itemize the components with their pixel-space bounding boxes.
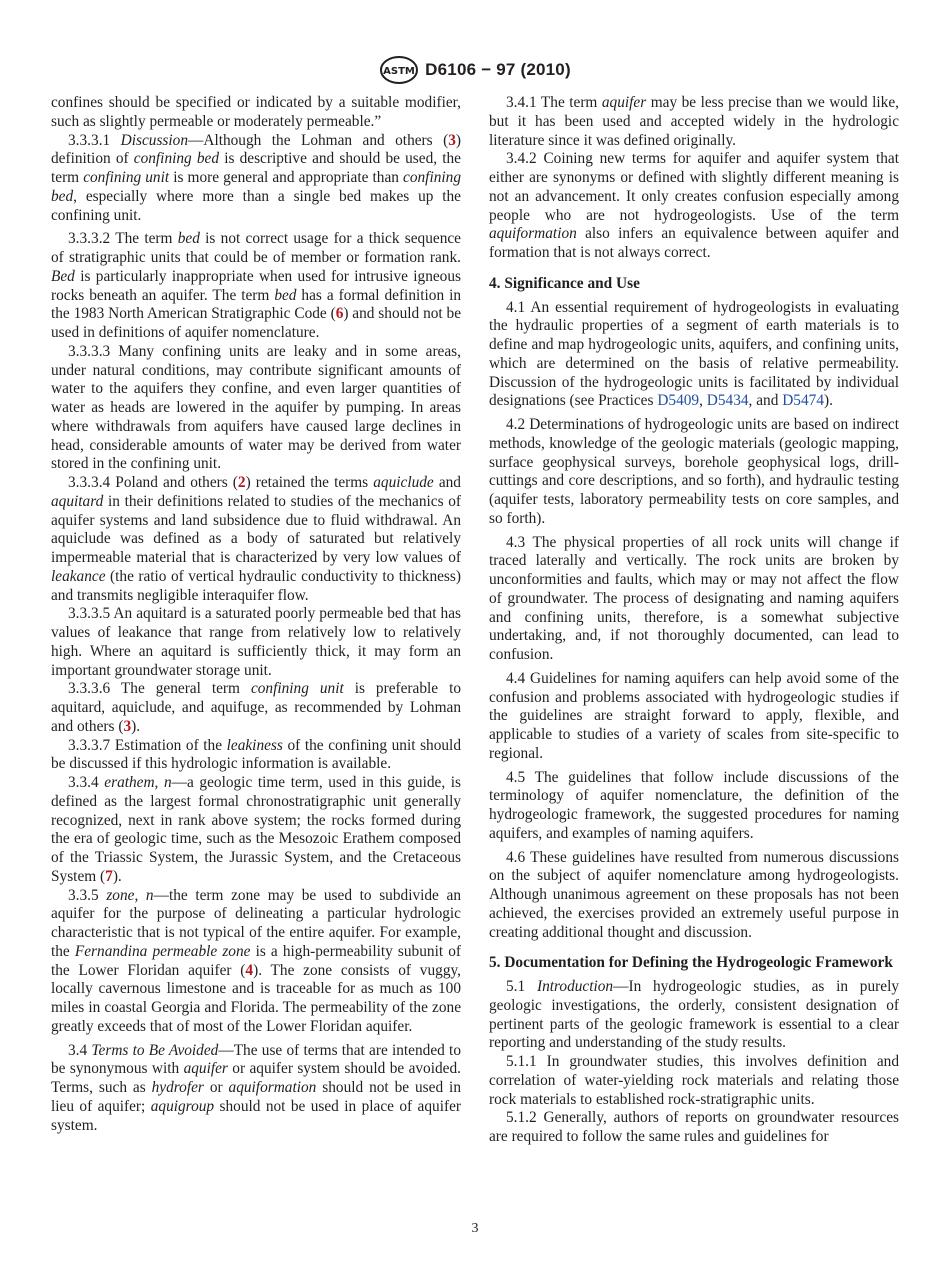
section-heading-4: 4. Significance and Use bbox=[489, 274, 640, 292]
page-header bbox=[0, 55, 950, 85]
reference-link[interactable]: 4 bbox=[245, 961, 254, 979]
paragraph-3-3-3-7: 3.3.3.7 Estimation of the leakiness of the confining unit should be discussed if this hydrologic information is available. bbox=[51, 736, 461, 773]
paragraph-5-1: 5.1 Introduction—In hydrogeologic studies, as in purely geologic investigations, the orderly, consistent designation of pertinent parts of the geologic framework is essential to a clear reporting and understanding of the study results. bbox=[489, 978, 900, 1052]
paragraph-4-5: 4.5 The guidelines that follow include discussions of the terminology of aquifer nomenclature, the definition of the hydrogeologic framework, the suggested procedures for naming aquifers, and examples of naming aquifers. bbox=[489, 768, 899, 842]
reference-link[interactable]: 3 bbox=[448, 131, 456, 149]
paragraph-3-3-3-3: 3.3.3.3 Many confining units are leaky and in some areas, under natural conditions, may contribute significant amounts of water to the aquifers they confine, and even larger quantities of water as heads are lowered in the aquifer by pumping. In areas where withdrawals from aquifers have caused large declines in head, considerable amounts of water may be derived from water stored in the confining unit. bbox=[51, 342, 461, 473]
paragraph-4-1: 4.1 An essential requirement of hydrogeologists in evaluating the hydraulic properties of a segment of earth materials is to define and map hydrogeologic units, aquifers, and confining units, which are determined on the basis of relative permeability. Discussion of the hydrogeologic units is facilitated by individual designations (see Practices D5409, D5434, and D5474). bbox=[489, 298, 899, 410]
standard-link[interactable]: D5474 bbox=[782, 392, 824, 410]
paragraph-3-3-3-1: 3.3.3.1 Discussion—Although the Lohman and others (3) definition of confining bed is descriptive and should be used, the term confining unit is more general and appropriate than confining bed, especially where more than a single bed makes up the confining unit. bbox=[51, 131, 461, 224]
section-heading-5: 5. Documentation for Defining the Hydrogeologic Framework bbox=[489, 954, 893, 972]
paragraph-4-2: 4.2 Determinations of hydrogeologic units are based on indirect methods, knowledge of the geologic materials (geologic mapping, surface geophysical surveys, borehole geophysical logs, drill-cuttings and core descriptions, and so forth), and hydraulic testing (aquifer tests, laboratory permeability tests on core samples, and so forth). bbox=[489, 416, 899, 527]
standard-link[interactable]: D5409 bbox=[657, 392, 700, 410]
svg-text:ASTM: ASTM bbox=[383, 66, 416, 77]
paragraph-4-4: 4.4 Guidelines for naming aquifers can help avoid some of the confusion and problems associated with hydrogeologic studies if the guidelines are straight forward to apply, flexible, and applicable to studies of a variety of scales from site-specific to regional. bbox=[489, 669, 899, 762]
astm-logo-icon bbox=[379, 55, 419, 85]
paragraph-5-1-2: 5.1.2 Generally, authors of reports on groundwater resources are required to follow the same rules and guidelines for bbox=[489, 1109, 899, 1145]
paragraph-3-3-3-5: 3.3.3.5 An aquitard is a saturated poorly permeable bed that has values of leakance that range from relatively low to relatively high. Where an aquitard is sufficiently thick, it may form an important groundwater storage unit. bbox=[51, 605, 461, 679]
paragraph-3-3-5: 3.3.5 zone, n—the term zone may be used to subdivide an aquifer for the purpose of delineating a particular hydrologic characteristic that is not typical of the entire aquifer. For example, the Fernandina permeable zone is a high-permeability subunit of the Lower Floridan aquifer (4). The zone consists of vuggy, locally cavernous limestone and is traceable for as much as 100 miles in coastal Georgia and Florida. The permeability of the zone greatly exceeds that of most of the Lower Floridan aquifer. bbox=[51, 886, 461, 1035]
paragraph-3-3-4: 3.3.4 erathem, n—a geologic time term, used in this guide, is defined as the largest formal chronostratigraphic unit generally recognized, next in rank above system; the rocks formed during the era of geologic time, such as the Mesozoic Erathem composed of the Triassic System, the Jurassic System, and the Cretaceous System (7). bbox=[51, 774, 461, 885]
paragraph-3-3-3-2: 3.3.3.2 The term bed is not correct usage for a thick sequence of stratigraphic units that could be of member or formation rank. Bed is particularly inappropriate when used for intrusive igneous rocks beneath an aquifer. The term bed has a formal definition in the 1983 North American Stratigraphic Code (6) and should not be used in definitions of aquifer nomenclature. bbox=[51, 230, 462, 341]
paragraph-3-4-2: 3.4.2 Coining new terms for aquifer and aquifer system that either are synonyms or defined with slightly different meaning is not an advancement. It only creates confusion especially among people who are not hydrogeologists. Use of the term aquiformation also infers an equivalence between aquifer and formation that is not always correct. bbox=[489, 150, 900, 261]
reference-link[interactable]: 7 bbox=[105, 867, 113, 885]
paragraph-3-4: 3.4 Terms to Be Avoided—The use of terms that are intended to be synonymous with aquifer or aquifer system should be avoided. Terms, such as hydrofer or aquiformation should not be used in lieu of aquifer; aquigroup should not be used in place of aquifer system. bbox=[51, 1041, 461, 1134]
standard-link[interactable]: D5434 bbox=[706, 392, 749, 410]
paragraph-3-3-3-6: 3.3.3.6 The general term confining unit is preferable to aquitard, aquiclude, and aquifuge, as recommended by Lohman and others (3). bbox=[51, 680, 462, 735]
paragraph-3-3-3-4: 3.3.3.4 Poland and others (2) retained the terms aquiclude and aquitard in their definitions related to studies of the mechanics of aquifer systems and land subsidence due to fluid withdrawal. An aquiclude was defined as a body of saturated but relatively impermeable material that is characterized by very low values of leakance (the ratio of vertical hydraulic conductivity to thickness) and transmits negligible interaquifer flow. bbox=[51, 474, 461, 604]
right-column bbox=[489, 94, 899, 1147]
paragraph-5-1-1: 5.1.1 In groundwater studies, this involves definition and correlation of water-yielding rock materials and relating those rock materials to established rock-stratigraphic units. bbox=[489, 1053, 899, 1108]
paragraph-4-6: 4.6 These guidelines have resulted from numerous discussions on the subject of aquifer nomenclature among hydrogeologists. Although unanimous agreement on these proposals has not been achieved, the exercises provided an extremely useful purpose in creating additional thought and discussion. bbox=[489, 848, 899, 941]
reference-link[interactable]: 2 bbox=[237, 474, 246, 491]
reference-link[interactable]: 3 bbox=[123, 717, 132, 735]
left-column bbox=[51, 94, 461, 1135]
page-number: 3 bbox=[471, 1221, 479, 1236]
reference-link[interactable]: 6 bbox=[335, 305, 344, 323]
paragraph: confines should be specified or indicated by a suitable modifier, such as slightly permeable or moderately permeable.” bbox=[51, 94, 461, 130]
standard-designation: D6106 − 97 (2010) bbox=[425, 60, 571, 79]
paragraph-3-4-1: 3.4.1 The term aquifer may be less precise than we would like, but it has been used and accepted widely in the hydrologic literature since it was defined originally. bbox=[489, 94, 900, 149]
paragraph-4-3: 4.3 The physical properties of all rock units will change if traced laterally and vertically. The rock units are broken by unconformities and faults, which may or may not affect the flow of groundwater. The process of designating and naming aquifers and confining units, therefore, is a somewhat subjective undertaking, and, if not thoroughly documented, can lead to confusion. bbox=[489, 533, 899, 663]
